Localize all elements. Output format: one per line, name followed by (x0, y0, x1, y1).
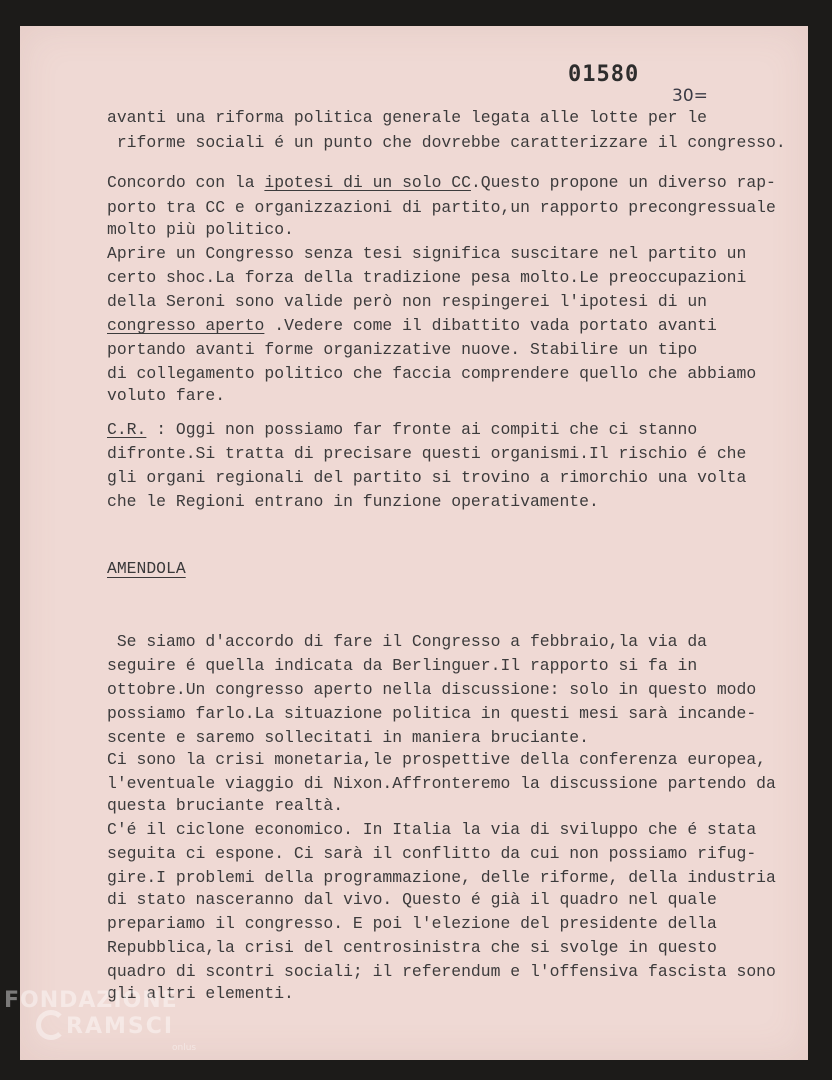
text-line: C'é il ciclone economico. In Italia la via di sviluppo che é stata (107, 820, 757, 839)
text-line: voluto fare. (107, 386, 226, 405)
watermark-line1: FONDAZIONE (4, 988, 178, 1013)
text-line: seguire é quella indicata da Berlinguer.Il rapporto si fa in (107, 656, 698, 675)
text-line: prepariamo il congresso. E poi l'elezione del presidente della (107, 914, 717, 933)
text-line: quadro di scontri sociali; il referendum e l'offensiva fascista sono (107, 962, 776, 981)
text-line: della Seroni sono valide però non respingerei l'ipotesi di un (107, 292, 707, 311)
text-line: di stato nasceranno dal vivo. Questo é già il quadro nel quale (107, 890, 717, 909)
underlined-phrase: congresso aperto (107, 316, 265, 335)
text-line: Repubblica,la crisi del centrosinistra che si svolge in questo (107, 938, 717, 957)
text-line: difronte.Si tratta di precisare questi organismi.Il rischio é che (107, 444, 747, 463)
document-number: 01580 (568, 62, 640, 87)
speaker-initials: C.R. (107, 420, 147, 439)
underlined-phrase: ipotesi di un solo CC (264, 173, 471, 192)
text-line: possiamo farlo.La situazione politica in questi mesi sarà incande- (107, 704, 757, 723)
text-line: di collegamento politico che faccia comprendere quello che abbiamo (107, 364, 757, 383)
gramsci-g-logo-icon (36, 1010, 66, 1040)
text-line: riforme sociali é un punto che dovrebbe caratterizzare il congresso. (107, 133, 786, 152)
text-line: che le Regioni entrano in funzione operativamente. (107, 492, 599, 511)
fondazione-gramsci-watermark (4, 988, 224, 1068)
text-line: portando avanti forme organizzative nuove. Stabilire un tipo (107, 340, 698, 359)
text-line: Ci sono la crisi monetaria,le prospettive della conferenza europea, (107, 750, 767, 769)
text-line: gli organi regionali del partito si trovino a rimorchio una volta (107, 468, 747, 487)
text-line: gli altri elementi. (107, 984, 294, 1003)
watermark-suffix: onlus (172, 1043, 197, 1053)
text-line: avanti una riforma politica generale legata alle lotte per le (107, 108, 707, 127)
text-line: C.R. : Oggi non possiamo far fronte ai compiti che ci stanno (107, 420, 698, 439)
text-line: seguita ci espone. Ci sarà il conflitto da cui non possiamo rifug- (107, 844, 757, 863)
text-line: molto più politico. (107, 220, 294, 239)
text-line: Se siamo d'accordo di fare il Congresso a febbraio,la via da (107, 632, 707, 651)
text-line: questa bruciante realtà. (107, 796, 344, 815)
page-marker: 30= (672, 86, 708, 106)
text-line: porto tra CC e organizzazioni di partito,un rapporto precongressuale (107, 198, 776, 217)
text-line: Concordo con la ipotesi di un solo CC.Questo propone un diverso rap- (107, 173, 776, 192)
text-line: gire.I problemi della programmazione, delle riforme, della industria (107, 868, 776, 887)
text-line: certo shoc.La forza della tradizione pesa molto.Le preoccupazioni (107, 268, 747, 287)
watermark-line2: RAMSCI (66, 1014, 175, 1039)
text-line: Aprire un Congresso senza tesi significa suscitare nel partito un (107, 244, 747, 263)
text-line: scente e saremo sollecitati in maniera bruciante. (107, 728, 589, 747)
text-line: ottobre.Un congresso aperto nella discussione: solo in questo modo (107, 680, 757, 699)
speaker-heading: AMENDOLA (107, 559, 186, 578)
text-line: l'eventuale viaggio di Nixon.Affronteremo la discussione partendo da (107, 774, 776, 793)
text-line: congresso aperto .Vedere come il dibattito vada portato avanti (107, 316, 717, 335)
